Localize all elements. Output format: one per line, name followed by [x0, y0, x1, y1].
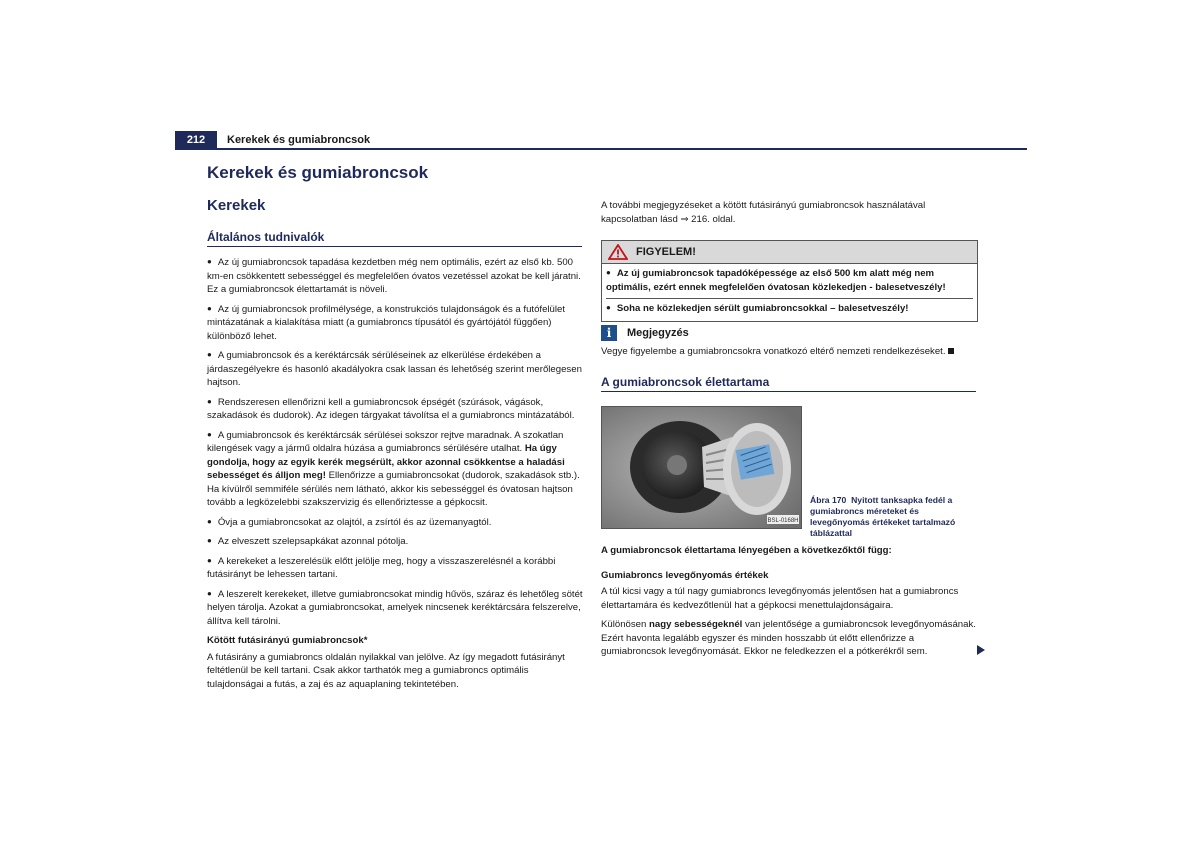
bullet-7: ● Az elveszett szelepsapkákat azonnal pótolja. — [207, 535, 583, 549]
page-title: Kerekek és gumiabroncsok — [207, 163, 429, 182]
left-subheading: Kötött futásirányú gumiabroncsok* — [207, 635, 368, 646]
right-heading: A gumiabroncsok élettartama — [601, 375, 770, 389]
running-header: Kerekek és gumiabroncsok — [227, 134, 371, 146]
right-intro: A további megjegyzéseket a kötött futásirányú gumiabroncsok használatával kapcsolatban lásd ⇒ 216. oldal. — [601, 200, 926, 225]
bullet-1: ● Az új gumiabroncsok tapadása kezdetben még nem optimális, ezért az első kb. 500 km-en csökkentett sebességgel és megfelelően óvatos vezetéssel azokat be kell járatni. Ez a gumiabroncsok élettartamát is növeli. — [207, 256, 583, 297]
warning-item-1: ● Az új gumiabroncsok tapadóképessége az első 500 km alatt még nem optimális, ezért ennek megfelelően óvatosan közlekedjen - balesetveszély! — [606, 267, 973, 296]
header-rule — [175, 148, 1027, 150]
right-heading-rule — [601, 391, 976, 392]
warning-body — [602, 264, 977, 321]
fuel-flap-illustration — [602, 407, 801, 528]
warning-box — [601, 240, 978, 322]
bullet-8: ● A kerekeket a leszerelésük előtt jelölje meg, hogy a visszaszerelésnél a korábbi futásirányt be lehessen tartani. — [207, 555, 583, 582]
figure-caption — [810, 495, 980, 539]
figure-code: BSL-0168H — [767, 518, 799, 524]
left-sub-text: A futásirány a gumiabroncs oldalán nyilakkal van jelölve. Az így megadott futásirányt feltétlenül be kell tartani. Csak akkor tarthatók meg a gumiabroncs optimális tulajdonságai a futás, a zaj és az aquaplaning tekintetében. — [207, 651, 565, 690]
warning-title: FIGYELEM! — [636, 246, 696, 258]
end-square-icon — [948, 348, 954, 354]
figure-caption-text: Nyitott tanksapka fedél a gumiabroncs méreteket és levegőnyomás értékeket tartalmazó táblázattal — [810, 495, 956, 538]
fuel-flap-figure — [601, 406, 802, 529]
right-paragraph-2: Különösen nagy sebességeknél van jelentősége a gumiabroncsok levegőnyomásának. Ezért havonta legalább egyszer és minden hosszabb út előtt ellenőrizze a gumiabroncsok levegőnyomását. Ekkor ne feledkezzen el a pótkerékről sem. — [601, 619, 976, 657]
right-subheading: Gumiabroncs levegőnyomás értékek — [601, 569, 769, 581]
note-title: Megjegyzés — [627, 327, 689, 339]
page-number: 212 — [175, 131, 217, 149]
bullet-6: ● Óvja a gumiabroncsokat az olajtól, a zsírtól és az üzemanyagtól. — [207, 516, 583, 530]
bullet-4: ● Rendszeresen ellenőrizni kell a gumiabroncsok épségét (szúrások, vágások, szakadások és dudorok). Az idegen tárgyakat távolítsa el a gumiabroncs mintázatából. — [207, 396, 583, 423]
section-title: Kerekek — [207, 197, 266, 214]
right-body — [601, 544, 977, 665]
continue-arrow-icon — [977, 645, 985, 655]
note-text: Vegye figyelembe a gumiabroncsokra vonatkozó eltérő nemzeti rendelkezéseket. — [601, 345, 977, 359]
right-paragraph-1: A túl kicsi vagy a túl nagy gumiabroncs levegőnyomás jelentősen hat a gumiabroncs élettartamára és kedvezőtlenül hat a gépkocsi menettulajdonságaira. — [601, 586, 959, 611]
info-icon: i — [601, 325, 617, 341]
warning-header — [602, 241, 977, 264]
left-heading: Általános tudnivalók — [207, 230, 325, 244]
warning-item-2: ● Soha ne közlekedjen sérült gumiabroncsokkal – balesetveszély! — [606, 298, 973, 318]
left-column — [207, 256, 583, 697]
bullet-3: ● A gumiabroncsok és a keréktárcsák sérüléseinek az elkerülése érdekében a járdaszegélyekre és hasonló akadályokra csak lassan és lehetőség szerint merőlegesen hajtson. — [207, 349, 583, 390]
bullet-2: ● Az új gumiabroncsok profilmélysége, a konstrukciós tulajdonságok és a futófelület mintázatának a kialakítása miatt (a gumiabroncs típusától és gyártójától függően) különböző lehet. — [207, 303, 583, 344]
warning-triangle-icon — [608, 244, 628, 260]
figure-number: Ábra 170 — [810, 495, 847, 505]
left-heading-rule — [207, 246, 582, 247]
bullet-9: ● A leszerelt kerekeket, illetve gumiabroncsokat mindig hűvös, száraz és lehetőleg sötét helyen tárolja. Azokat a gumiabroncsokat, amelyek nincsenek keréktárcsára felszerelve, állítva kell tárolni. — [207, 588, 583, 629]
bullet-5: ● A gumiabroncsok és keréktárcsák sérülései sokszor rejtve maradnak. A szokatlan kilengések vagy a jármű oldalra húzása a gumiabroncs sérülésére utalhat. Ha úgy gondolja, hogy az egyik kerék megsérült, akkor azonnal csökkentse a haladási sebességet és álljon meg! Ellenőrizze a gumiabroncsokat (dudorok, szakadások stb.). Ha kívülről semmiféle sérülés nem látható, akkor kis sebességgel és óvatosan hajtson tovább a legközelebbi szakszervizig és ellenőriztesse a gépkocsit. — [207, 429, 583, 510]
right-lead: A gumiabroncsok élettartama lényegében a következőktől függ: — [601, 545, 892, 556]
